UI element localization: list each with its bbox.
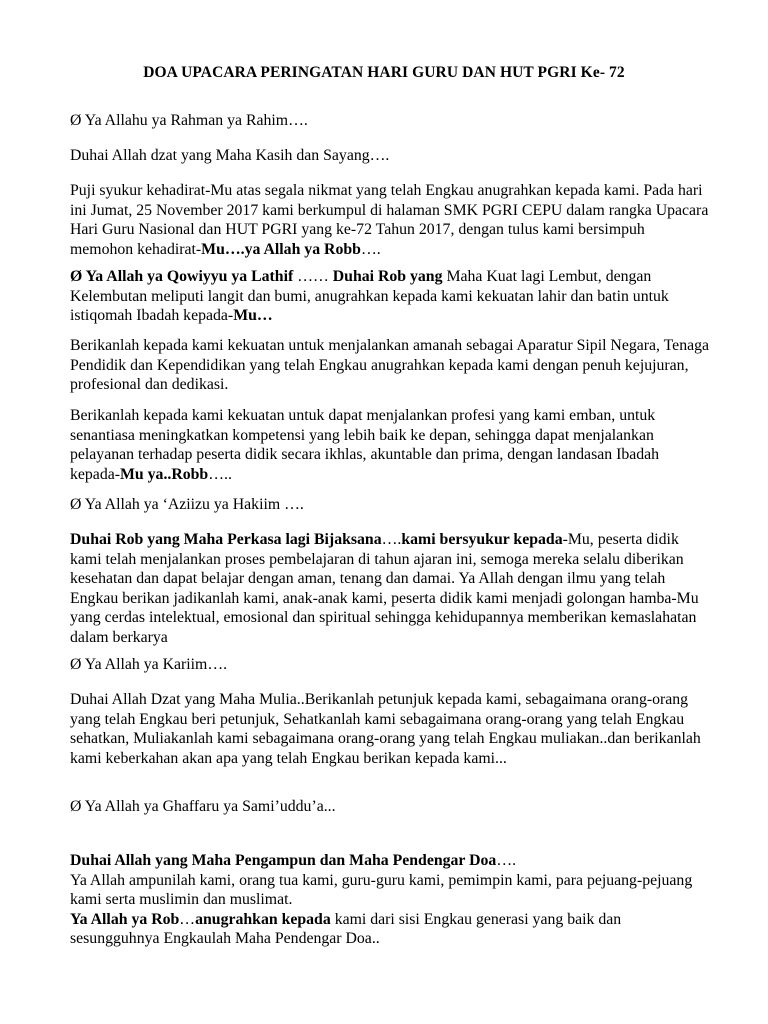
text-run: kami dari sisi Engkau generasi yang baik dan sesungguhnya Engkaulah Maha Pendengar Doa.. [70, 910, 622, 948]
text-run: … [179, 910, 196, 928]
invocation-kasih: Duhai Allah dzat yang Maha Kasih dan Sayang…. [70, 147, 390, 164]
bold-run: Mu….ya Allah ya Robb [201, 240, 361, 258]
bold-run: Duhai Rob yang Maha Perkasa lagi Bijaksana [70, 531, 382, 548]
text-run: Maha Kuat lagi Lembut, dengan Kelembutan meliputi langit dan bumi, anugrahkan kepada kami kekuatan lahir dan batin untuk istiqomah Ibadah kepada- [70, 268, 669, 325]
bold-run: Mu… [233, 307, 273, 325]
bold-run: Ø Ya Allah ya Qowiyyu ya Lathif [70, 268, 294, 285]
document-title: DOA UPACARA PERINGATAN HARI GURU DAN HUT PGRI Ke- 72 [143, 64, 625, 81]
paragraph-pengampun [70, 851, 710, 949]
paragraph-profesi [70, 406, 710, 484]
invocation-kariim: Ø Ya Allah ya Kariim…. [70, 656, 228, 673]
paragraph-puji-syukur [70, 181, 710, 259]
text-run: …. [496, 852, 517, 869]
text-run: ….. [208, 465, 232, 483]
bold-run: Ya Allah ya Rob [70, 910, 180, 928]
text-run: …… [293, 268, 333, 285]
invocation-ghaffaru: Ø Ya Allah ya Ghaffaru ya Sami’uddu’a... [70, 798, 336, 815]
invocation-aziizu: Ø Ya Allah ya ‘Aziizu ya Hakiim …. [70, 496, 304, 513]
text-run: Berikanlah kepada kami kekuatan untuk dapat menjalankan profesi yang kami emban, untuk senantiasa meningkatkan kompetensi yang lebih baik ke depan, sehingga dapat menjalankan pelayanan terhadap peserta didik secara ikhlas, akuntable dan prima, dengan landasan Ibadah kepada- [70, 407, 660, 483]
paragraph-maha-mulia: Duhai Allah Dzat yang Maha Mulia..Berikanlah petunjuk kepada kami, sebagaimana orang-orang yang telah Engkau beri petunjuk, Sehatkanlah kami sebagaimana orang-orang yang telah Engkau sehatkan, Muliakanlah kami sebagaimana orang-orang yang telah Engkau muliakan..dan berikanlah kami keberkahan akan apa yang telah Engkau berikan kepada kami... [70, 691, 701, 767]
bold-run: Duhai Allah yang Maha Pengampun dan Maha Pendengar Doa [70, 852, 497, 869]
paragraph-perkasa [70, 530, 710, 648]
text-run: Ya Allah ampunilah kami, orang tua kami, guru-guru kami, pemimpin kami, para pejuang-pejuang kami serta muslimin dan muslimat. [70, 871, 693, 909]
paragraph-amanah: Berikanlah kepada kami kekuatan untuk menjalankan amanah sebagai Aparatur Sipil Negara, Tenaga Pendidik dan Kependidikan yang telah Engkau anugrahkan kepada kami dengan penuh kejujuran, profesional dan dedikasi. [70, 337, 710, 394]
text-run: -Mu, peserta didik kami telah menjalankan proses pembelajaran di tahun ajaran ini, semoga mereka selalu diberikan kesehatan dan dapat belajar dengan aman, tenang dan damai. Ya Allah dengan ilmu yang telah Engkau berikan jadikanlah kami, anak-anak kami, peserta didik kami menjadi golongan hamba-Mu yang cerdas intelektual, emosional dan spiritual sehingga kehidupannya memberikan kemaslahatan dalam berkarya [70, 531, 699, 646]
text-run: …. [381, 531, 402, 548]
paragraph-qowiyyu [70, 267, 710, 326]
bold-run: Mu ya..Robb [120, 465, 209, 483]
text-run: …. [360, 240, 381, 258]
invocation-rahman: Ø Ya Allahu ya Rahman ya Rahim…. [70, 112, 308, 129]
bold-run: kami bersyukur kepada [401, 531, 563, 548]
text-run: Puji syukur kehadirat-Mu atas segala nikmat yang telah Engkau anugrahkan kepada kami. Pada hari ini Jumat, 25 November 2017 kami berkumpul di halaman SMK PGRI CEPU dalam rangka Upacara Hari Guru Nasional dan HUT PGRI yang ke-72 Tahun 2017, dengan tulus kami bersimpuh memohon kehadirat- [70, 182, 709, 258]
bold-run: Duhai Rob yang [332, 268, 443, 285]
bold-run: anugrahkan kepada [195, 910, 331, 928]
